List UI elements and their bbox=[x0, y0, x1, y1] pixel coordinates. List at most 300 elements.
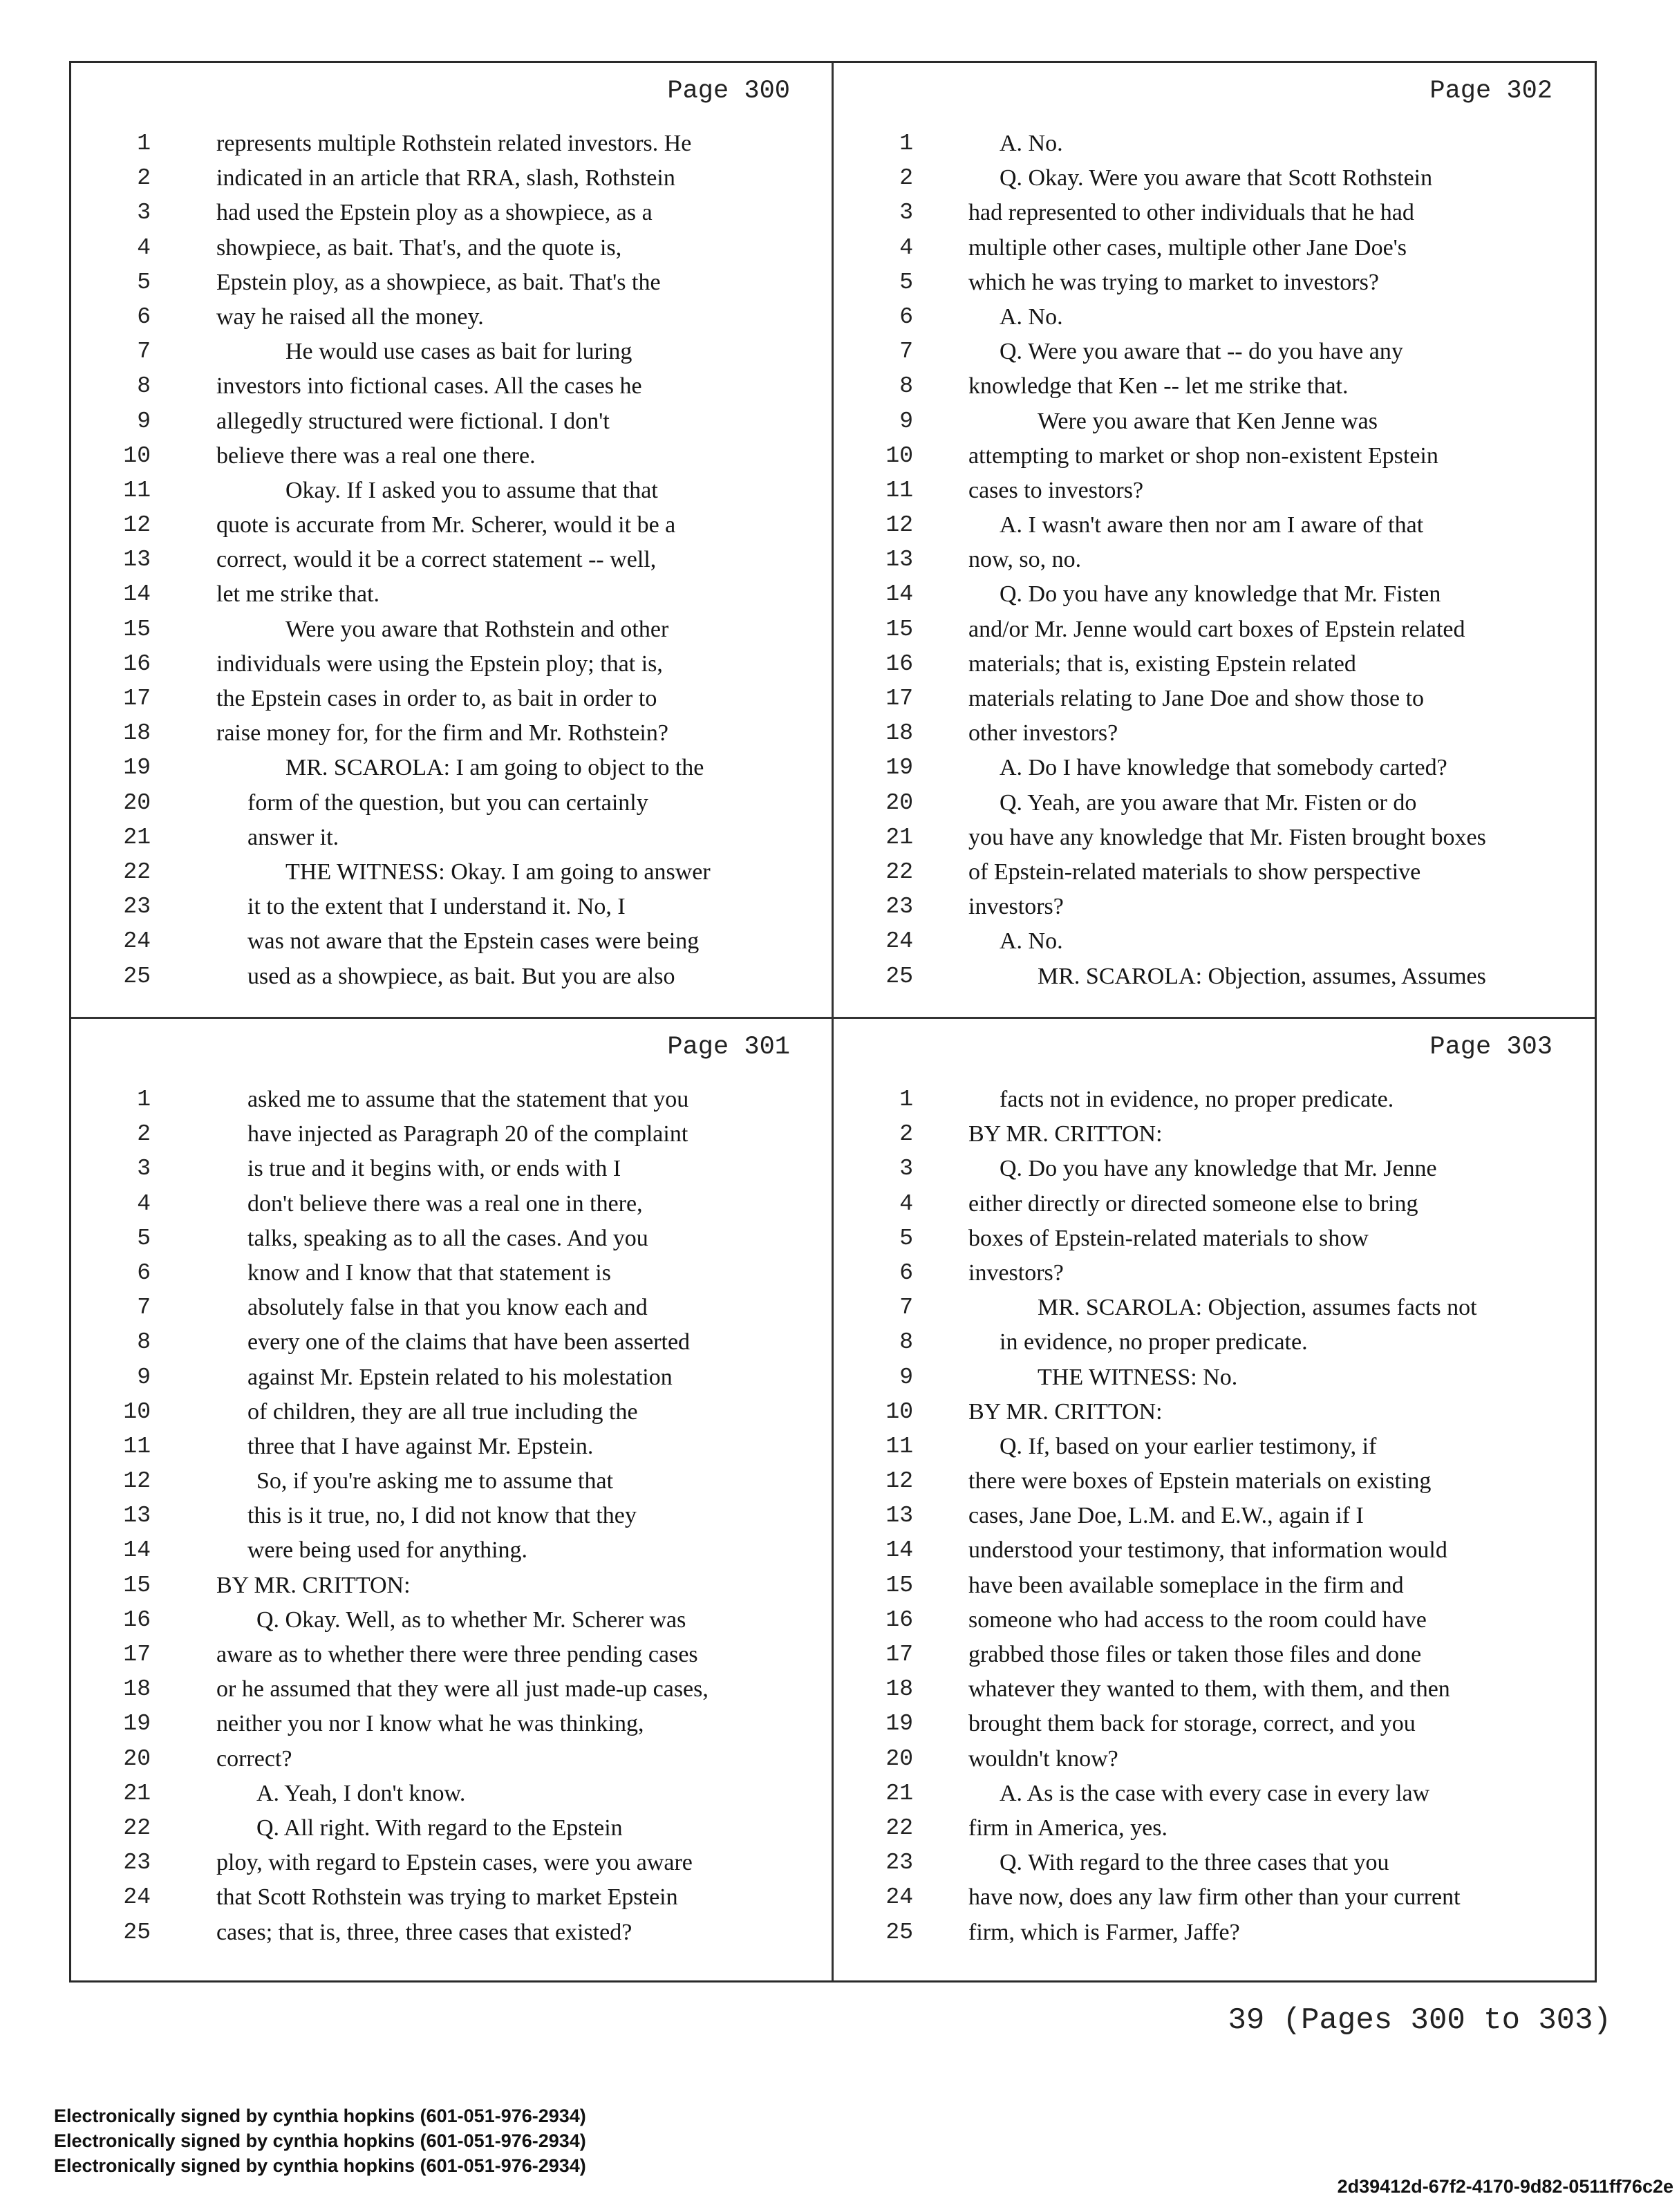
line-number: 13 bbox=[885, 547, 913, 573]
line-number: 17 bbox=[123, 1642, 151, 1667]
line-text: in evidence, no proper predicate. bbox=[1000, 1329, 1308, 1356]
transcript-line bbox=[71, 126, 832, 161]
transcript-line bbox=[834, 1533, 1594, 1568]
line-text: Q. Do you have any knowledge that Mr. Jenne bbox=[1000, 1156, 1437, 1182]
line-text: used as a showpiece, as bait. But you are also bbox=[247, 963, 675, 989]
line-number: 6 bbox=[137, 1259, 151, 1286]
line-number: 7 bbox=[899, 339, 913, 365]
line-text: He would use cases as bait for luring bbox=[285, 339, 632, 365]
transcript-line bbox=[834, 161, 1594, 196]
line-number: 22 bbox=[123, 1815, 151, 1841]
page-300-panel bbox=[71, 63, 832, 1017]
line-number: 23 bbox=[123, 1850, 151, 1876]
transcript-line bbox=[834, 1360, 1594, 1395]
line-text: had used the Epstein ploy as a showpiece, as a bbox=[216, 200, 653, 226]
line-number: 16 bbox=[885, 1606, 913, 1633]
line-text: Were you aware that Rothstein and other bbox=[285, 616, 669, 642]
transcript-line bbox=[834, 265, 1594, 300]
line-text: Q. If, based on your earlier testimony, if bbox=[1000, 1433, 1377, 1459]
line-text: correct, would it be a correct statement -- well, bbox=[216, 547, 657, 573]
line-number: 10 bbox=[885, 1398, 913, 1425]
transcript-line bbox=[71, 1880, 832, 1915]
line-text: have now, does any law firm other than your current bbox=[968, 1884, 1461, 1911]
transcript-line bbox=[71, 1256, 832, 1291]
transcript-line bbox=[834, 890, 1594, 924]
line-number: 11 bbox=[885, 1433, 913, 1459]
transcript-line bbox=[834, 300, 1594, 335]
line-number: 4 bbox=[137, 234, 151, 261]
line-text: talks, speaking as to all the cases. And you bbox=[247, 1225, 648, 1251]
line-number: 3 bbox=[137, 1156, 151, 1182]
transcript-line bbox=[834, 751, 1594, 785]
transcript-line bbox=[71, 1464, 832, 1499]
line-text: A. Yeah, I don't know. bbox=[256, 1780, 466, 1806]
line-text: A. As is the case with every case in every law bbox=[1000, 1780, 1430, 1806]
transcript-lines bbox=[834, 1082, 1594, 1950]
line-text: against Mr. Epstein related to his molestation bbox=[247, 1364, 673, 1390]
line-text: the Epstein cases in order to, as bait in order to bbox=[216, 686, 657, 711]
line-text: were being used for anything. bbox=[247, 1537, 528, 1564]
line-text: A. I wasn't aware then nor am I aware of that bbox=[1000, 512, 1424, 538]
transcript-line bbox=[71, 1082, 832, 1117]
line-number: 3 bbox=[137, 200, 151, 226]
transcript-line bbox=[834, 647, 1594, 682]
transcript-line bbox=[71, 1499, 832, 1533]
line-number: 20 bbox=[885, 789, 913, 816]
line-number: 9 bbox=[137, 1364, 151, 1390]
transcript-sheet bbox=[69, 61, 1597, 1983]
line-number: 12 bbox=[123, 512, 151, 538]
line-text: know and I know that that statement is bbox=[247, 1259, 611, 1286]
line-number: 21 bbox=[885, 1780, 913, 1806]
line-text: of children, they are all true including the bbox=[247, 1398, 638, 1425]
line-number: 16 bbox=[123, 650, 151, 677]
line-number: 16 bbox=[123, 1606, 151, 1633]
line-text: cases, Jane Doe, L.M. and E.W., again if I bbox=[968, 1503, 1364, 1529]
transcript-line bbox=[834, 196, 1594, 230]
transcript-line bbox=[834, 1707, 1594, 1741]
line-number: 7 bbox=[137, 1295, 151, 1321]
line-text: MR. SCAROLA: I am going to object to the bbox=[285, 755, 704, 781]
transcript-line bbox=[71, 369, 832, 404]
line-number: 17 bbox=[885, 686, 913, 711]
line-number: 13 bbox=[885, 1503, 913, 1529]
line-number: 10 bbox=[123, 442, 151, 469]
page-number-header: Page 301 bbox=[667, 1033, 790, 1062]
transcript-line bbox=[71, 682, 832, 716]
line-number: 4 bbox=[137, 1190, 151, 1217]
page-302-panel bbox=[834, 63, 1594, 1017]
line-text: answer it. bbox=[247, 824, 339, 850]
line-number: 12 bbox=[885, 1468, 913, 1494]
transcript-line bbox=[71, 1152, 832, 1186]
transcript-line bbox=[71, 1291, 832, 1325]
line-number: 21 bbox=[885, 824, 913, 850]
line-number: 11 bbox=[123, 1433, 151, 1459]
page-301-panel bbox=[71, 1019, 832, 1973]
transcript-line bbox=[71, 404, 832, 439]
transcript-line bbox=[834, 612, 1594, 647]
transcript-line bbox=[71, 1603, 832, 1638]
e-signature-line: Electronically signed by cynthia hopkins (601-051-976-2934) bbox=[54, 2130, 586, 2151]
line-text: other investors? bbox=[968, 720, 1118, 747]
line-number: 14 bbox=[123, 1537, 151, 1564]
transcript-lines bbox=[834, 126, 1594, 994]
line-text: BY MR. CRITTON: bbox=[968, 1398, 1163, 1425]
line-number: 22 bbox=[885, 859, 913, 885]
transcript-line bbox=[71, 1395, 832, 1430]
line-number: 17 bbox=[885, 1642, 913, 1667]
line-number: 22 bbox=[885, 1815, 913, 1841]
transcript-line bbox=[834, 1187, 1594, 1221]
line-number: 4 bbox=[899, 1190, 913, 1217]
line-number: 1 bbox=[899, 131, 913, 156]
line-text: ploy, with regard to Epstein cases, were you aware bbox=[216, 1850, 693, 1876]
transcript-line bbox=[71, 1777, 832, 1811]
line-text: Epstein ploy, as a showpiece, as bait. That's the bbox=[216, 269, 661, 295]
line-number: 24 bbox=[123, 928, 151, 955]
line-text: materials; that is, existing Epstein related bbox=[968, 650, 1356, 677]
transcript-line bbox=[834, 335, 1594, 369]
line-number: 19 bbox=[885, 1711, 913, 1737]
line-number: 2 bbox=[899, 165, 913, 191]
line-text: multiple other cases, multiple other Jane Doe's bbox=[968, 234, 1407, 261]
transcript-line bbox=[71, 1846, 832, 1880]
transcript-line bbox=[71, 335, 832, 369]
line-text: represents multiple Rothstein related investors. He bbox=[216, 131, 692, 156]
transcript-line bbox=[71, 474, 832, 508]
line-number: 6 bbox=[899, 303, 913, 330]
transcript-line bbox=[834, 1256, 1594, 1291]
transcript-line bbox=[834, 1672, 1594, 1707]
line-number: 16 bbox=[885, 650, 913, 677]
transcript-line bbox=[834, 1777, 1594, 1811]
transcript-line bbox=[71, 1533, 832, 1568]
transcript-line bbox=[834, 1464, 1594, 1499]
line-number: 8 bbox=[137, 1329, 151, 1356]
line-number: 7 bbox=[137, 339, 151, 365]
line-number: 11 bbox=[885, 477, 913, 503]
transcript-line bbox=[71, 1430, 832, 1464]
transcript-line bbox=[834, 1117, 1594, 1152]
line-text: investors into fictional cases. All the cases he bbox=[216, 373, 642, 400]
transcript-line bbox=[71, 924, 832, 959]
line-text: there were boxes of Epstein materials on existing bbox=[968, 1468, 1432, 1494]
line-text: quote is accurate from Mr. Scherer, would it be a bbox=[216, 512, 676, 538]
transcript-line bbox=[834, 404, 1594, 439]
line-text: and/or Mr. Jenne would cart boxes of Epstein related bbox=[968, 616, 1465, 642]
line-text: of Epstein-related materials to show perspective bbox=[968, 859, 1421, 885]
line-text: attempting to market or shop non-existent Epstein bbox=[968, 442, 1438, 469]
line-text: way he raised all the money. bbox=[216, 303, 484, 330]
transcript-line bbox=[71, 716, 832, 751]
transcript-line bbox=[71, 1638, 832, 1672]
transcript-line bbox=[834, 1395, 1594, 1430]
transcript-line bbox=[834, 543, 1594, 577]
transcript-line bbox=[834, 1638, 1594, 1672]
line-number: 17 bbox=[123, 686, 151, 711]
transcript-line bbox=[834, 959, 1594, 994]
transcript-line bbox=[71, 1707, 832, 1741]
transcript-line bbox=[834, 821, 1594, 855]
line-number: 24 bbox=[123, 1884, 151, 1911]
line-number: 9 bbox=[899, 1364, 913, 1390]
line-text: indicated in an article that RRA, slash, Rothstein bbox=[216, 165, 675, 191]
transcript-line bbox=[834, 855, 1594, 890]
transcript-line bbox=[71, 1117, 832, 1152]
transcript-line bbox=[834, 786, 1594, 821]
line-text: THE WITNESS: Okay. I am going to answer bbox=[285, 859, 711, 885]
line-text: either directly or directed someone else to bring bbox=[968, 1190, 1418, 1217]
line-text: MR. SCAROLA: Objection, assumes facts not bbox=[1038, 1295, 1477, 1321]
transcript-line bbox=[71, 1187, 832, 1221]
line-text: form of the question, but you can certainly bbox=[247, 789, 648, 816]
line-number: 5 bbox=[899, 269, 913, 295]
line-number: 20 bbox=[123, 789, 151, 816]
line-number: 15 bbox=[123, 1572, 151, 1598]
line-number: 23 bbox=[123, 894, 151, 920]
transcript-line bbox=[71, 508, 832, 543]
line-text: grabbed those files or taken those files and done bbox=[968, 1642, 1422, 1667]
line-text: brought them back for storage, correct, and you bbox=[968, 1711, 1416, 1737]
line-text: Q. Were you aware that -- do you have any bbox=[1000, 339, 1403, 365]
e-signature-line: Electronically signed by cynthia hopkins (601-051-976-2934) bbox=[54, 2155, 586, 2176]
line-number: 8 bbox=[137, 373, 151, 400]
line-number: 7 bbox=[899, 1295, 913, 1321]
transcript-line bbox=[834, 474, 1594, 508]
transcript-lines bbox=[71, 1082, 832, 1950]
footer-page-range: 39 (Pages 300 to 303) bbox=[1228, 2003, 1611, 2038]
transcript-line bbox=[71, 821, 832, 855]
line-text: every one of the claims that have been asserted bbox=[247, 1329, 691, 1356]
line-number: 19 bbox=[123, 1711, 151, 1737]
transcript-line bbox=[834, 577, 1594, 612]
line-text: correct? bbox=[216, 1745, 292, 1772]
transcript-line bbox=[71, 855, 832, 890]
line-text: this is it true, no, I did not know that they bbox=[247, 1503, 637, 1529]
line-text: raise money for, for the firm and Mr. Rothstein? bbox=[216, 720, 668, 747]
line-number: 18 bbox=[885, 720, 913, 747]
line-text: boxes of Epstein-related materials to show bbox=[968, 1225, 1369, 1251]
transcript-line bbox=[71, 612, 832, 647]
line-number: 20 bbox=[123, 1745, 151, 1772]
transcript-line bbox=[71, 265, 832, 300]
line-number: 9 bbox=[899, 408, 913, 434]
transcript-line bbox=[834, 1568, 1594, 1603]
line-number: 15 bbox=[885, 1572, 913, 1598]
line-text: absolutely false in that you know each and bbox=[247, 1295, 648, 1321]
line-text: A. No. bbox=[1000, 928, 1063, 955]
line-text: cases to investors? bbox=[968, 477, 1144, 503]
line-number: 1 bbox=[137, 131, 151, 156]
line-text: or he assumed that they were all just made-up cases, bbox=[216, 1676, 709, 1703]
line-text: someone who had access to the room could have bbox=[968, 1606, 1427, 1633]
transcript-line bbox=[71, 786, 832, 821]
line-number: 4 bbox=[899, 234, 913, 261]
transcript-line bbox=[834, 1152, 1594, 1186]
transcript-line bbox=[834, 1325, 1594, 1360]
line-number: 1 bbox=[899, 1087, 913, 1112]
transcript-line bbox=[71, 1915, 832, 1950]
line-text: So, if you're asking me to assume that bbox=[256, 1468, 614, 1494]
line-number: 22 bbox=[123, 859, 151, 885]
page-number-header: Page 302 bbox=[1429, 77, 1553, 106]
line-number: 12 bbox=[885, 512, 913, 538]
line-text: Q. Yeah, are you aware that Mr. Fisten or do bbox=[1000, 789, 1417, 816]
transcript-line bbox=[71, 751, 832, 785]
line-text: Q. Okay. Were you aware that Scott Rothstein bbox=[1000, 165, 1433, 191]
line-number: 18 bbox=[123, 1676, 151, 1703]
line-number: 3 bbox=[899, 200, 913, 226]
line-number: 15 bbox=[123, 616, 151, 642]
line-number: 25 bbox=[123, 1919, 151, 1945]
transcript-line bbox=[834, 1846, 1594, 1880]
line-text: facts not in evidence, no proper predicate. bbox=[1000, 1087, 1394, 1112]
line-number: 19 bbox=[885, 755, 913, 781]
line-number: 13 bbox=[123, 1503, 151, 1529]
line-text: have injected as Paragraph 20 of the complaint bbox=[247, 1121, 688, 1147]
line-text: A. No. bbox=[1000, 131, 1063, 156]
line-text: A. No. bbox=[1000, 303, 1063, 330]
line-text: THE WITNESS: No. bbox=[1038, 1364, 1238, 1390]
line-text: aware as to whether there were three pending cases bbox=[216, 1642, 698, 1667]
transcript-line bbox=[834, 1811, 1594, 1846]
line-text: investors? bbox=[968, 894, 1064, 920]
line-text: materials relating to Jane Doe and show those to bbox=[968, 686, 1425, 711]
line-number: 23 bbox=[885, 1850, 913, 1876]
transcript-line bbox=[834, 439, 1594, 474]
page-number-header: Page 300 bbox=[667, 77, 790, 106]
line-text: was not aware that the Epstein cases were being bbox=[247, 928, 700, 955]
line-number: 21 bbox=[123, 1780, 151, 1806]
line-text: showpiece, as bait. That's, and the quote is, bbox=[216, 234, 622, 261]
transcript-line bbox=[71, 439, 832, 474]
transcript-line bbox=[71, 1221, 832, 1256]
transcript-line bbox=[834, 682, 1594, 716]
line-number: 11 bbox=[123, 477, 151, 503]
line-number: 12 bbox=[123, 1468, 151, 1494]
line-text: cases; that is, three, three cases that existed? bbox=[216, 1919, 632, 1945]
transcript-line bbox=[834, 1499, 1594, 1533]
transcript-line bbox=[834, 716, 1594, 751]
line-text: that Scott Rothstein was trying to market Epstein bbox=[216, 1884, 678, 1911]
line-text: it to the extent that I understand it. No, I bbox=[247, 894, 626, 920]
line-number: 14 bbox=[885, 581, 913, 608]
transcript-line bbox=[71, 1360, 832, 1395]
line-text: BY MR. CRITTON: bbox=[968, 1121, 1163, 1147]
line-text: three that I have against Mr. Epstein. bbox=[247, 1433, 594, 1459]
transcript-line bbox=[834, 231, 1594, 265]
line-number: 25 bbox=[885, 963, 913, 989]
line-text: individuals were using the Epstein ploy; that is, bbox=[216, 650, 663, 677]
line-number: 6 bbox=[137, 303, 151, 330]
line-number: 10 bbox=[123, 1398, 151, 1425]
line-number: 9 bbox=[137, 408, 151, 434]
line-text: now, so, no. bbox=[968, 547, 1082, 573]
line-text: Q. Do you have any knowledge that Mr. Fisten bbox=[1000, 581, 1441, 608]
line-text: Q. Okay. Well, as to whether Mr. Scherer was bbox=[256, 1606, 686, 1633]
transcript-line bbox=[71, 1672, 832, 1707]
transcript-line bbox=[71, 959, 832, 994]
line-text: whatever they wanted to them, with them, and then bbox=[968, 1676, 1450, 1703]
transcript-lines bbox=[71, 126, 832, 994]
line-text: you have any knowledge that Mr. Fisten brought boxes bbox=[968, 824, 1486, 850]
line-text: neither you nor I know what he was thinking, bbox=[216, 1711, 644, 1737]
line-number: 23 bbox=[885, 894, 913, 920]
line-number: 5 bbox=[137, 269, 151, 295]
line-number: 24 bbox=[885, 928, 913, 955]
transcript-line bbox=[834, 126, 1594, 161]
line-text: BY MR. CRITTON: bbox=[216, 1572, 411, 1598]
transcript-line bbox=[834, 1291, 1594, 1325]
transcript-line bbox=[834, 1915, 1594, 1950]
line-text: Okay. If I asked you to assume that that bbox=[285, 477, 658, 503]
line-text: don't believe there was a real one in there, bbox=[247, 1190, 643, 1217]
line-text: allegedly structured were fictional. I don't bbox=[216, 408, 610, 434]
line-text: which he was trying to market to investors? bbox=[968, 269, 1379, 295]
line-text: knowledge that Ken -- let me strike that. bbox=[968, 373, 1349, 400]
line-text: let me strike that. bbox=[216, 581, 380, 608]
line-number: 2 bbox=[137, 1121, 151, 1147]
transcript-line bbox=[71, 543, 832, 577]
transcript-line bbox=[71, 161, 832, 196]
line-text: believe there was a real one there. bbox=[216, 442, 536, 469]
transcript-line bbox=[71, 1742, 832, 1777]
line-number: 10 bbox=[885, 442, 913, 469]
line-number: 19 bbox=[123, 755, 151, 781]
line-number: 24 bbox=[885, 1884, 913, 1911]
line-text: firm in America, yes. bbox=[968, 1815, 1167, 1841]
transcript-line bbox=[834, 924, 1594, 959]
line-text: wouldn't know? bbox=[968, 1745, 1118, 1772]
transcript-line bbox=[71, 231, 832, 265]
line-number: 5 bbox=[137, 1225, 151, 1251]
line-number: 3 bbox=[899, 1156, 913, 1182]
line-number: 1 bbox=[137, 1087, 151, 1112]
transcript-line bbox=[71, 647, 832, 682]
transcript-line bbox=[834, 369, 1594, 404]
transcript-line bbox=[834, 1430, 1594, 1464]
line-number: 6 bbox=[899, 1259, 913, 1286]
line-number: 14 bbox=[885, 1537, 913, 1564]
transcript-line bbox=[71, 1811, 832, 1846]
line-text: Were you aware that Ken Jenne was bbox=[1038, 408, 1378, 434]
transcript-line bbox=[834, 1082, 1594, 1117]
transcript-line bbox=[834, 1742, 1594, 1777]
line-text: have been available someplace in the firm and bbox=[968, 1572, 1404, 1598]
line-number: 21 bbox=[123, 824, 151, 850]
line-text: MR. SCAROLA: Objection, assumes, Assumes bbox=[1038, 963, 1486, 989]
line-number: 8 bbox=[899, 1329, 913, 1356]
line-text: understood your testimony, that information would bbox=[968, 1537, 1447, 1564]
line-number: 18 bbox=[123, 720, 151, 747]
document-hash: 2d39412d-67f2-4170-9d82-0511ff76c2e bbox=[1337, 2176, 1673, 2197]
page-303-panel bbox=[834, 1019, 1594, 1973]
transcript-line bbox=[71, 196, 832, 230]
transcript-line bbox=[71, 300, 832, 335]
line-text: asked me to assume that the statement that you bbox=[247, 1087, 689, 1112]
line-text: is true and it begins with, or ends with I bbox=[247, 1156, 621, 1182]
transcript-line bbox=[71, 1568, 832, 1603]
line-text: Q. With regard to the three cases that you bbox=[1000, 1850, 1389, 1876]
line-number: 8 bbox=[899, 373, 913, 400]
page-number-header: Page 303 bbox=[1429, 1033, 1553, 1062]
transcript-line bbox=[834, 1221, 1594, 1256]
transcript-line bbox=[71, 577, 832, 612]
line-text: Q. All right. With regard to the Epstein bbox=[256, 1815, 623, 1841]
line-number: 25 bbox=[123, 963, 151, 989]
line-number: 15 bbox=[885, 616, 913, 642]
